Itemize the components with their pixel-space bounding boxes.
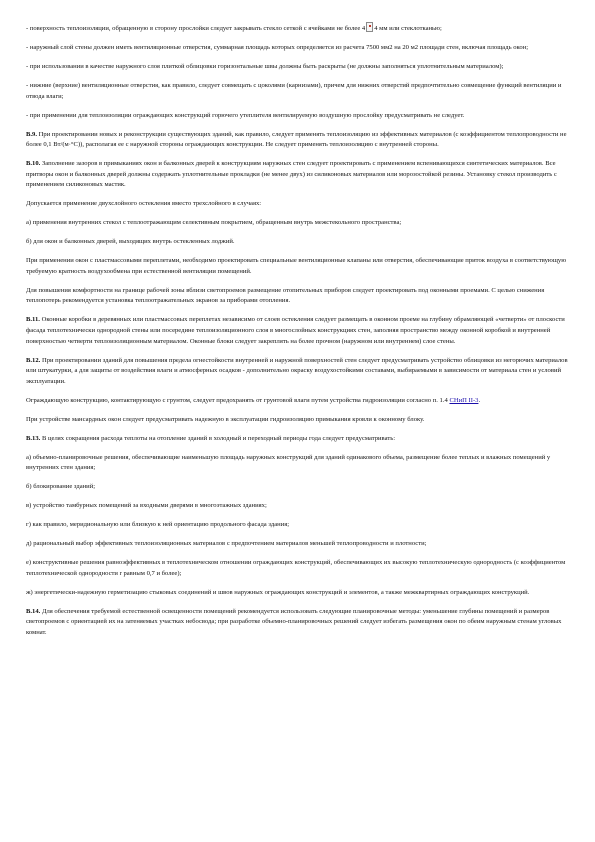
image-placeholder-icon	[366, 22, 373, 32]
section-text: Заполнение зазоров в примыканиях окон и балконных дверей к конструкциям наружных стен следует проектировать с применением вспенивающихся синтетических материалов. Все притворы окон и балконных дверей должны содержать уплотнительные прокладки (не менее двух) из силиконовых материалов или морозостойкой резины. Установку стекол производить с применением силиконовых мастик.	[26, 160, 557, 189]
mansard-paragraph: При устройстве мансардных окон следует предусматривать надежную в эксплуатации гидроизоляцию примыкания кровли к оконному блоку.	[26, 415, 425, 423]
heating-devices-paragraph: Для повышения комфортности на границе рабочей зоны вблизи светопроемов размещение отопительных приборов следует проектировать под оконными проемами. С целью снижения теплопотерь рекомендуется установка теплоотражательных экранов за приборами отопления.	[26, 286, 545, 305]
bullet-cornice: - нижние (верхние) вентиляционные отверстия, как правило, следует совмещать с цоколями (карнизами), причем для нижних отверстий предпочтительно совмещение функций вентиляции и отвода влаги;	[26, 81, 562, 100]
section-number: В.11.	[26, 316, 40, 324]
ground-text-end: .	[478, 396, 481, 404]
section-number: В.13.	[26, 434, 41, 442]
section-b10	[26, 159, 574, 191]
b13-item-b: б) блокирование зданий;	[26, 483, 96, 491]
section-b11	[26, 315, 574, 347]
bullet-mesh-text-end: 4 мм или стеклотканью;	[374, 25, 442, 32]
ground-paragraph	[26, 396, 574, 407]
section-b13	[26, 434, 574, 445]
snip-link[interactable]: СНиП II-3	[449, 396, 479, 404]
bullet-mesh-text-start: - поверхность теплоизоляции, обращенную в сторону прослойки следует закрывать стекло сеткой с ячейками не более 4	[26, 25, 366, 32]
glazing-item-a: а) применения внутренних стекол с теплоотражающим селективным покрытием, обращенным внутрь межстекольного пространства;	[26, 219, 402, 227]
b13-item-e: д) рациональный выбор эффективных теплоизоляционных материалов с предпочтением материалов меньшей теплопроводности и плотности;	[26, 540, 427, 548]
b13-item-g: ж) энергетически-надежную герметизацию стыковых соединений и швов наружных ограждающих конструкций и элементов, а также межквартирных ограждающих конструкций.	[26, 588, 530, 596]
bullet-vent-openings: - наружный слой стены должен иметь вентиляционные отверстия, суммарная площадь которых определяется из расчета 7500 мм2 на 20 м2 площади стен, включая площадь окон;	[26, 43, 529, 51]
section-text: Оконные коробки в деревянных или пластмассовых переплетах независимо от слоев остекления следует размещать в оконном проеме на глубину обрамляющей «четверти» от плоскости фасада теплотехнически однородной стены или посередине теплоизоляционного слоя в многослойных конструкциях стен, заполняя пространство между оконной коробкой и внутренней поверхностью четверти теплоизоляционным материалом. Оконные блоки следует закреплять на более прочном (наружном или внутреннем) слое стены.	[26, 316, 565, 345]
glazing-item-b: б) для окон и балконных дверей, выходящих внутрь остекленных лоджий.	[26, 238, 235, 246]
section-b9	[26, 130, 574, 151]
plastic-windows-paragraph: При применении окон с пластмассовыми переплетами, необходимо проектировать специальные вентиляционные клапаны или отверстия, обеспечивающие приток воздуха в соответствующую требуемую кратность воздухообмена при естественной вентиляции помещений.	[26, 257, 567, 275]
glazing-intro: Допускается применение двухслойного остекления вместо трехслойного в случаях:	[26, 200, 262, 208]
section-number: В.10.	[26, 160, 41, 168]
b13-item-a: а) объемно-планировочные решения, обеспечивающие наименьшую площадь наружных конструкций для зданий одинакового объема, размещение более теплых и влажных помещений у внутренних стен здания;	[26, 453, 551, 472]
bullet-combustible: - при применении для теплоизоляции ограждающих конструкций горючего утеплителя вентилируемую воздушную прослойку предусматривать не следует.	[26, 111, 465, 119]
b13-item-d: г) как правило, меридиональную или близкую к ней ориентацию продольного фасада здания;	[26, 521, 290, 529]
section-text: В целях сокращения расхода теплоты на отопление зданий в холодный и переходный периоды года следует предусматривать:	[40, 434, 396, 442]
b13-item-c: в) устройство тамбурных помещений за входными дверями в многоэтажных зданиях;	[26, 502, 267, 510]
bullet-mesh	[26, 22, 574, 35]
section-b14	[26, 607, 574, 639]
section-text: Для обеспечения требуемой естественной освещенности помещений рекомендуется использовать следующие планировочные методы: уменьшение глубины помещений и размеров светопроемов с ориентацией их на затеняемых участках небосвода; при разработке объемно-планировочных решений следует избегать размещения окон по обеим наружным стенам угловых комнат.	[26, 607, 562, 636]
section-number: В.14.	[26, 607, 41, 615]
section-text: При проектировании новых и реконструкции существующих зданий, как правило, следует применять теплоизоляцию из эффективных материалов (с коэффициентом теплопроводности не более 0,1 Вт/(м·°С)), располагая ее с наружной стороны ограждающих конструкции. Не следует применять теплоизоляцию с внутренней стороны.	[26, 130, 567, 149]
bullet-tile-seams: - при использовании в качестве наружного слоя плиткой облицовки горизонтальные швы должны быть раскрыты (не должны заполняться уплотнительным материалом);	[26, 62, 504, 70]
ground-text: Ограждающую конструкцию, контактирующую с грунтом, следует предохранять от грунтовой влаги путем устройства гидроизоляции согласно п. 1.4	[26, 396, 450, 404]
section-b12	[26, 356, 574, 388]
document-page	[26, 22, 574, 647]
section-number: В.12.	[26, 356, 41, 364]
b13-item-f: е) конструктивные решения равноэффективных в теплотехническом отношении ограждающих конструкций, обеспечивающих их высокую теплотехническую однородность (с коэффициентом теплотехнической однородности r равным 0,7 и более);	[26, 559, 566, 577]
section-number: В.9.	[26, 130, 37, 138]
section-text: При проектировании зданий для повышения предела огнестойкости внутренней и наружной поверхностей стен следует предусматривать устройство облицовки из негорючих материалов или штукатурки, а для защиты от воздействия влаги и атмосферных осадков - дополнительно окраску воздухостойкими составами, выбираемыми в зависимости от материала стен и условий эксплуатации.	[26, 356, 568, 385]
